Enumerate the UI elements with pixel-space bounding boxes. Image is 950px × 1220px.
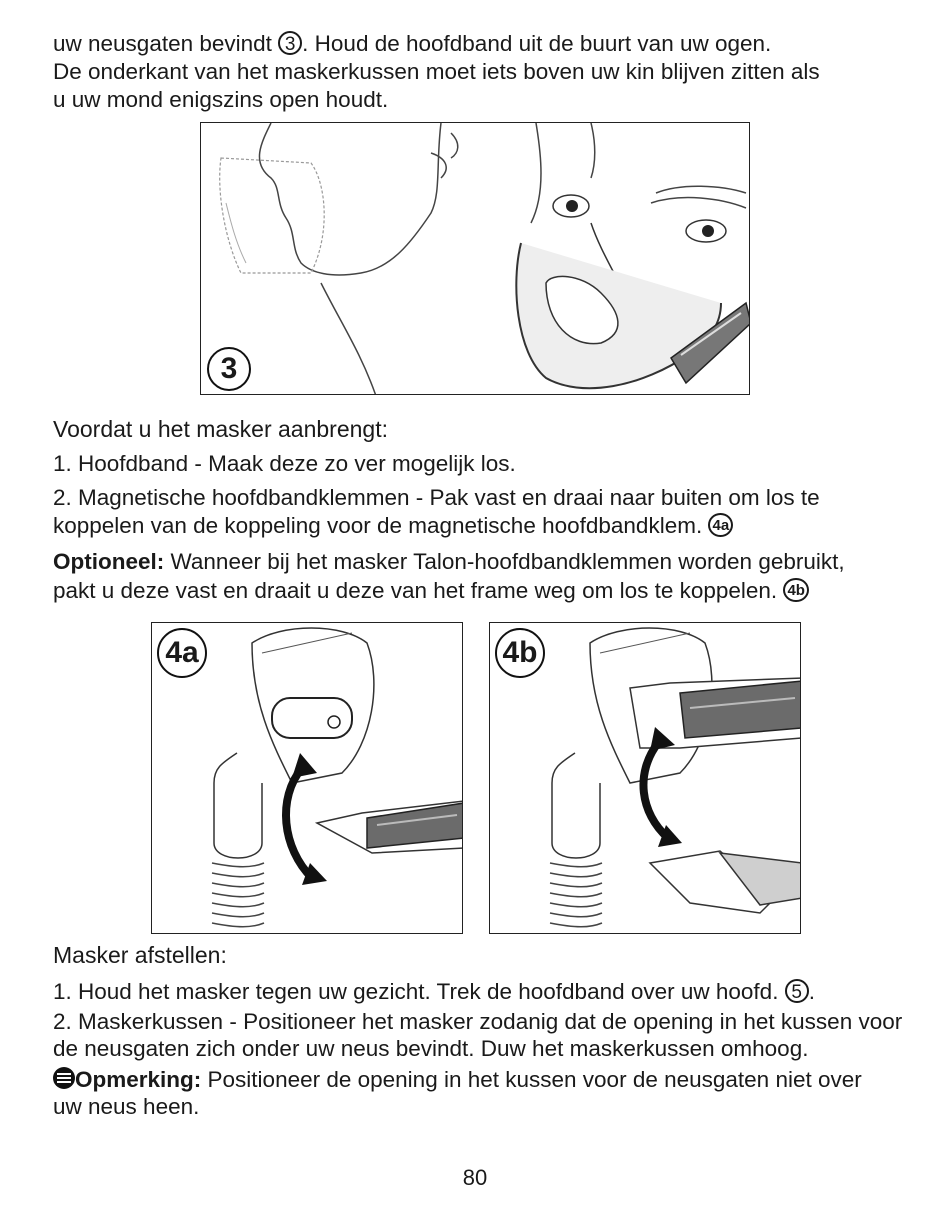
note-line-1	[53, 1066, 862, 1094]
note-icon	[53, 1067, 75, 1089]
optional-text: pakt u deze vast en draait u deze van het frame weg om los te koppelen.	[53, 578, 778, 603]
adjust-step-2-line-1: 2. Maskerkussen - Positioneer het masker zodanig dat de opening in het kussen voor	[53, 1009, 903, 1034]
figure-4b-talon-clip-illustration	[489, 622, 801, 934]
before-step-2-line-2	[53, 512, 733, 540]
optional-line-2	[53, 577, 809, 605]
intro-line-3: u uw mond enigszins open houdt.	[53, 87, 389, 112]
step-text: koppelen van de koppeling voor de magnetische hoofdbandklem.	[53, 513, 703, 538]
page-number: 80	[462, 1165, 488, 1190]
intro-line-2: De onderkant van het maskerkussen moet iets boven uw kin blijven zitten als	[53, 59, 820, 84]
section-heading-before: Voordat u het masker aanbrengt:	[53, 416, 388, 442]
section-heading-adjust: Masker afstellen:	[53, 942, 227, 968]
optional-label: Optioneel:	[53, 549, 165, 574]
face-mask-illustration	[201, 123, 750, 395]
note-label: Opmerking:	[75, 1067, 202, 1092]
before-step-2-line-1: 2. Magnetische hoofdbandklemmen - Pak vast en draai naar buiten om los te	[53, 485, 820, 510]
figure-4a-badge: 4a	[157, 628, 207, 678]
note-text: Positioneer de opening in het kussen voor de neusgaten niet over	[201, 1067, 862, 1092]
optional-text: Wanneer bij het masker Talon-hoofdbandklemmen worden gebruikt,	[164, 549, 845, 574]
figure-ref-4a: 4a	[708, 513, 733, 537]
note-line-2: uw neus heen.	[53, 1094, 200, 1119]
step-text: 1. Houd het masker tegen uw gezicht. Trek de hoofdband over uw hoofd.	[53, 979, 779, 1004]
figure-3-badge: 3	[207, 347, 251, 391]
figure-ref-5: 5	[785, 979, 809, 1003]
figure-ref-3: 3	[278, 31, 302, 55]
before-step-1: 1. Hoofdband - Maak deze zo ver mogelijk los.	[53, 451, 516, 476]
adjust-step-2-line-2: de neusgaten zich onder uw neus bevindt. Duw het maskerkussen omhoog.	[53, 1036, 809, 1061]
intro-line-1	[53, 30, 771, 58]
figure-ref-4b: 4b	[783, 578, 809, 602]
figure-4b-badge: 4b	[495, 628, 545, 678]
figure-3-mask-fitting-illustration	[200, 122, 750, 395]
intro-text: uw neusgaten bevindt	[53, 31, 279, 56]
figure-4a-magnetic-clip-illustration	[151, 622, 463, 934]
optional-line-1	[53, 548, 845, 576]
intro-text: . Houd de hoofdband uit de buurt van uw ogen.	[302, 31, 772, 56]
adjust-step-1: 1. Houd het masker tegen uw gezicht. Trek de hoofdband over uw hoofd. 5 .	[53, 979, 815, 1004]
